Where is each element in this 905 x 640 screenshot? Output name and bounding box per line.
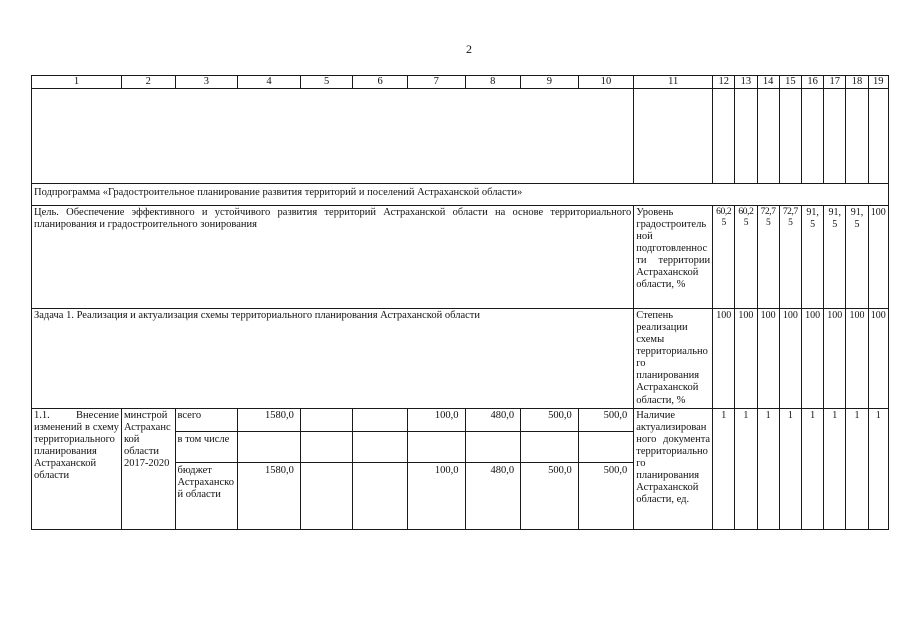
goal-value: 91,5 (801, 206, 823, 309)
task-value: 100 (801, 309, 823, 409)
budget-amount: 500,0 (603, 464, 628, 476)
goal-value: 91,5 (846, 206, 868, 309)
budget-amount: 500,0 (548, 464, 572, 476)
amount-cell-col7 (407, 408, 465, 529)
column-header: 6 (353, 76, 408, 89)
funding-budget-label: бюджет Астраханской области (177, 464, 234, 500)
funding-including-label: в том числе (177, 433, 230, 445)
column-header: 7 (407, 76, 465, 89)
amount-cell-col4 (238, 408, 301, 529)
item-value: 1 (824, 408, 846, 529)
column-header: 16 (801, 76, 823, 89)
amount-cell-col6 (353, 408, 408, 529)
total-amount: 500,0 (548, 409, 572, 421)
blank-cell (824, 89, 846, 184)
goal-value: 91,5 (824, 206, 846, 309)
column-header: 1 (32, 76, 122, 89)
goal-text: Цель. Обеспечение эффективного и устойчивого развития территорий Астраханской области на основе территориального планирования и градостроительного зонирования (32, 206, 634, 309)
goal-value: 60,25 (713, 206, 735, 309)
total-amount: 500,0 (603, 409, 628, 421)
item-value: 1 (713, 408, 735, 529)
total-amount: 1580,0 (264, 409, 294, 421)
column-header: 19 (868, 76, 888, 89)
column-header: 5 (300, 76, 353, 89)
page-number: 2 (466, 42, 472, 56)
subprogram-title: Подпрограмма «Градостроительное планирование развития территорий и поселений Астраханской области» (32, 184, 889, 206)
task-value: 100 (824, 309, 846, 409)
item-value: 1 (757, 408, 779, 529)
task-value: 100 (779, 309, 801, 409)
budget-amount: 480,0 (490, 464, 515, 476)
blank-cell (713, 89, 735, 184)
amount-cell-col10 (578, 408, 634, 529)
item-name: 1.1. Внесение изменений в схему территориального планирования Астраханской области (32, 408, 122, 529)
blank-cell (846, 89, 868, 184)
item-value: 1 (868, 408, 888, 529)
blank-cell (779, 89, 801, 184)
goal-indicator: Уровень градостроительной подготовленности территории Астраханской области, % (634, 206, 713, 309)
task-text: Задача 1. Реализация и актуализация схемы территориального планирования Астраханской области (32, 309, 634, 409)
column-header: 4 (238, 76, 301, 89)
amount-cell-col5 (300, 408, 353, 529)
task-indicator: Степень реализации схемы территориального планирования Астраханской области, % (634, 309, 713, 409)
task-value: 100 (735, 309, 757, 409)
column-number-row (32, 76, 889, 89)
funding-source-cell (175, 408, 238, 529)
total-amount: 480,0 (490, 409, 515, 421)
column-header: 14 (757, 76, 779, 89)
item-indicator: Наличие актуализированного документа территориального планирования Астраханской области, ед. (634, 408, 713, 529)
column-header: 18 (846, 76, 868, 89)
column-header: 11 (634, 76, 713, 89)
amount-cell-col8 (465, 408, 521, 529)
blank-cell (32, 89, 634, 184)
item-executor: минстрой Астраханской области 2017-2020 (121, 408, 175, 529)
column-header: 15 (779, 76, 801, 89)
item-value: 1 (846, 408, 868, 529)
blank-cell (634, 89, 713, 184)
column-header: 10 (578, 76, 634, 89)
budget-table (31, 75, 889, 530)
column-header: 13 (735, 76, 757, 89)
column-header: 9 (521, 76, 579, 89)
task-value: 100 (868, 309, 888, 409)
task-value: 100 (757, 309, 779, 409)
task-row (32, 309, 889, 409)
item-value: 1 (735, 408, 757, 529)
item-row (32, 408, 889, 529)
goal-row (32, 206, 889, 309)
goal-value: 100 (868, 206, 888, 309)
blank-cell (757, 89, 779, 184)
item-value: 1 (779, 408, 801, 529)
blank-row (32, 89, 889, 184)
item-value: 1 (801, 408, 823, 529)
column-header: 2 (121, 76, 175, 89)
goal-value: 72,75 (757, 206, 779, 309)
column-header: 17 (824, 76, 846, 89)
blank-cell (801, 89, 823, 184)
column-header: 12 (713, 76, 735, 89)
column-header: 8 (465, 76, 521, 89)
goal-value: 60,25 (735, 206, 757, 309)
column-header: 3 (175, 76, 238, 89)
blank-cell (735, 89, 757, 184)
subprogram-row (32, 184, 889, 206)
funding-total-label: всего (177, 409, 202, 421)
amount-cell-col9 (521, 408, 579, 529)
budget-amount: 1580,0 (264, 464, 294, 476)
blank-cell (868, 89, 888, 184)
task-value: 100 (846, 309, 868, 409)
goal-value: 72,75 (779, 206, 801, 309)
budget-amount: 100,0 (434, 464, 459, 476)
task-value: 100 (713, 309, 735, 409)
total-amount: 100,0 (434, 409, 459, 421)
